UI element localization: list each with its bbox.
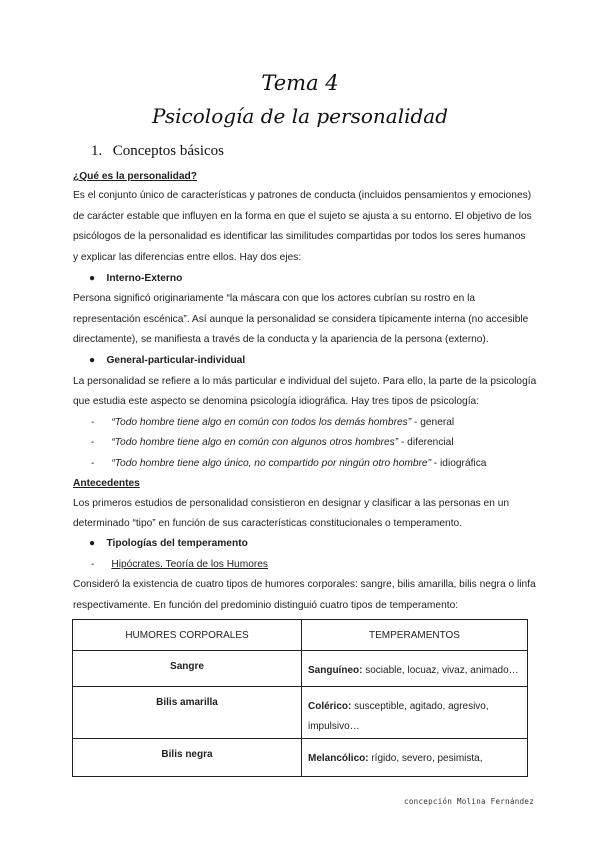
paragraph-line: respectivamente. En función del predominio distinguió cuatro tipos de temperamento: — [73, 600, 459, 611]
dash-item: - “Todo hombre tiene algo único, no compartido por ningún otro hombre” - idiográfica — [91, 458, 487, 469]
section-heading — [91, 143, 224, 160]
paragraph-line: de carácter estable que influyen en la forma en que el sujeto se ajusta a su entorno. El objetivo de los — [73, 211, 532, 222]
bullet-label: Tipologías del temperamento — [106, 538, 248, 549]
table-cell-temperament — [302, 739, 528, 777]
paragraph-line: La personalidad se refiere a lo más particular e individual del sujeto. Para ello, la parte de la psicología — [73, 376, 537, 387]
topic-title: Tema 4 — [261, 71, 339, 95]
temperament-name: Melancólico: — [308, 753, 369, 764]
bullet-label: Interno-Externo — [106, 273, 183, 284]
quote: “Todo hombre tiene algo en común con algunos otros hombres” — [111, 437, 399, 448]
paragraph-line: psicólogos de la personalidad es identificar las similitudes compartidas por todos los seres humanos — [73, 231, 526, 242]
paragraph-line: Los primeros estudios de personalidad consistieron en designar y clasificar a las personas en un — [73, 498, 510, 509]
table-row — [73, 739, 528, 777]
dash-item: - “Todo hombre tiene algo en común con todos los demás hombres” - general — [91, 417, 455, 428]
table-cell-temperament — [302, 651, 528, 687]
table-header: TEMPERAMENTOS — [302, 620, 528, 651]
question-heading: ¿Qué es la personalidad? — [73, 171, 197, 182]
table-row — [73, 687, 528, 739]
temperament-desc: susceptible, agitado, agresivo, impulsivo… — [308, 701, 489, 732]
paragraph-line: Es el conjunto único de características y patrones de conducta (incluidos pensamientos y emociones) — [73, 190, 532, 201]
table-cell-humor: Bilis amarilla — [73, 687, 302, 739]
table-cell-temperament — [302, 687, 528, 739]
antecedentes-heading: Antecedentes — [73, 478, 140, 489]
section-title: Conceptos básicos — [112, 143, 224, 159]
type-label: - general — [411, 417, 455, 428]
temperament-desc: rígido, severo, pesimista, — [368, 753, 483, 764]
table-cell-humor: Sangre — [73, 651, 302, 687]
table-header-row — [73, 620, 528, 651]
bullet-label: General-particular-individual — [106, 355, 246, 366]
paragraph-line: representación escénica”. Así aunque la personalidad se considera típicamente interna (no accesible — [73, 314, 529, 325]
table-header: HUMORES CORPORALES — [73, 620, 302, 651]
paragraph-line: Consideró la existencia de cuatro tipos de humores corporales: sangre, bilis amarilla, bilis negra o linfa — [73, 579, 536, 590]
temperament-name: Colérico: — [308, 701, 352, 712]
table-row — [73, 651, 528, 687]
bullet-item: ● General-particular-individual — [89, 355, 246, 366]
table-cell-humor: Bilis negra — [73, 739, 302, 777]
paragraph-line: Persona significó originariamente “la máscara con que los actores cubrían su rostro en la — [73, 293, 476, 304]
type-label: - idiográfica — [430, 458, 487, 469]
bullet-item: ● Interno-Externo — [89, 273, 183, 284]
paragraph-line: directamente), se manifiesta a través de la conducta y la apariencia de la persona (externo). — [73, 334, 489, 345]
quote: “Todo hombre tiene algo en común con todos los demás hombres” — [111, 417, 412, 428]
dash-item: - Hipócrates. Teoría de los Humores — [91, 559, 269, 570]
document-title: Psicología de la personalidad — [151, 104, 449, 128]
paragraph-line: y explicar las diferencias entre ellos. Hay dos ejes: — [73, 252, 302, 263]
type-label: - diferencial — [398, 437, 454, 448]
author-signature: concepción Molina Fernández — [404, 797, 535, 806]
dash-item: - “Todo hombre tiene algo en común con algunos otros hombres” - diferencial — [91, 437, 454, 448]
humors-table — [72, 619, 528, 777]
temperament-name: Sanguíneo: — [308, 665, 363, 676]
paragraph-line: que estudia este aspecto se denomina psicología idiográfica. Hay tres tipos de psicología: — [73, 396, 480, 407]
paragraph-line: determinado “tipo” en función de sus características constitucionales o temperamento. — [73, 518, 463, 529]
quote: “Todo hombre tiene algo único, no compartido por ningún otro hombre” — [111, 458, 431, 469]
subheading: Hipócrates. Teoría de los Humores — [111, 559, 269, 570]
temperament-desc: sociable, locuaz, vivaz, animado… — [362, 665, 519, 676]
bullet-item: ● Tipologías del temperamento — [89, 538, 248, 549]
section-number: 1. — [91, 143, 103, 159]
